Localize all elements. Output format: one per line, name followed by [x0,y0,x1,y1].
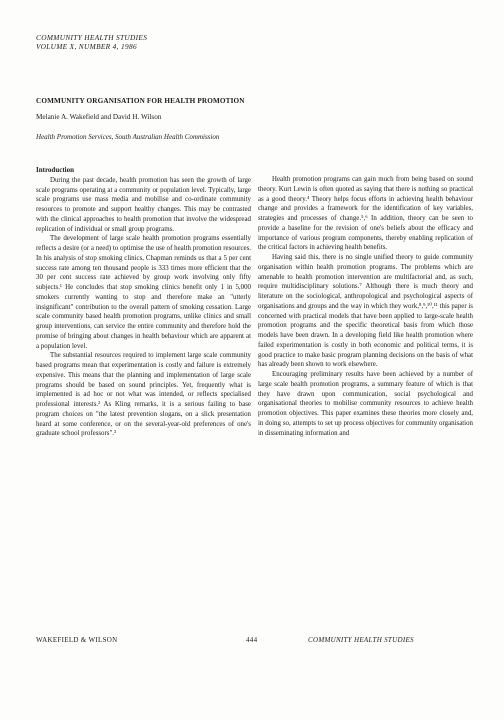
article-authors: Melanie A. Wakefield and David H. Wilson [36,113,162,121]
page-number: 444 [246,636,258,644]
paragraph: The development of large scale health promotion programs essentially reflects a desire (or a need) to optimise the use of health promotion resources. In his analysis of stop smoking clinics, Chapman reminds us that a 5 per cent success rate among ten thousand people is 333 times more efficient that the 30 per cent success rate achieved by group work involving only fifty subjects.¹ He concludes that stop smoking clinics benefit only 1 in 5,000 smokers currently wanting to stop and therefore make an "utterly insignificant" contribution to the overall pattern of smoking cessation. Large scale community based health promotion programs, unlike clinics and small group interventions, can service the entire community and therefore hold the promise of bringing about changes in health behaviour which are apparent at a population level. [36,235,251,350]
journal-name: COMMUNITY HEALTH STUDIES [36,33,148,42]
paragraph: During the past decade, health promotion has seen the growth of large scale programs operating at a community or population level. Typically, large scale programs use mass media and mobilise and co-ordinate community resources to promote and support healthy changes. This may be contrasted with the clinical approaches to health promotion that involve the widespread replication of individual or small group programs. [36,176,251,233]
right-column [258,175,473,438]
left-column [36,166,251,439]
paragraph: The substantial resources required to implement large scale community based programs mean that experimentation is costly and failure is extremely expensive. This means that the planning and implementation of large scale programs should be based on sound principles. Yet, frequently what is implemented is ad hoc or not what was intended, or reflects specialised professional interests.² As Kling remarks, it is a serious failing to base program choices on "the latest prevention slogans, on a slick presentation heard at some conference, or on the several-year-old preferences of one's graduate school professors".³ [36,352,251,438]
article-title: COMMUNITY ORGANISATION FOR HEALTH PROMOTION [36,97,245,105]
section-heading: Introduction [36,166,74,174]
journal-header [36,33,147,51]
footer-authors: WAKEFIELD & WILSON [36,636,118,644]
journal-volume: VOLUME X, NUMBER 4, 1986 [36,42,138,51]
paragraph: Health promotion programs can gain much from being based on sound theory. Kurt Lewin is often quoted as saying that there is nothing so practical as a good theory.⁴ Theory helps focus efforts in achieving health behaviour change and provides a framework for the identification of key variables, strategies and processes of change.⁵,⁶ In addition, theory can be seen to provide a baseline for the revision of one's beliefs about the efficacy and importance of various program components, thereby enabling replication of the critical factors in achieving health benefits. [258,176,473,252]
paragraph: Encouraging preliminary results have been achieved by a number of large scale health promotion programs, a summary feature of which is that they have drawn upon communication, social psychological and organisational theories to mobilise community resources to achieve health promotion objectives. This paper examines these theories more closely and, in doing so, attempts to set up process objectives for community organisation in disseminating information and [258,371,473,437]
article-affiliation: Health Promotion Services, South Australian Health Commission [36,133,220,141]
footer-journal: COMMUNITY HEALTH STUDIES [308,636,414,644]
paragraph: Having said this, there is no single unified theory to guide community organisation within health promotion programs. The problems which are amenable to health promotion intervention are multifactorial and, as such, require multidisciplinary solutions.⁷ Although there is much theory and literature on the sociological, anthropological and psychological aspects of organisations and groups and the way in which they work,⁸,⁹,¹⁰,¹¹ this paper is concerned with practical models that have been applied to large-scale health promotion programs and the specific theoretical basis from which those models have been drawn. In a developing field like health promotion where failed experimentation is costly in both economic and political terms, it is good practice to make basic program planning decisions on the basis of what has already been shown to work elsewhere. [258,254,473,369]
